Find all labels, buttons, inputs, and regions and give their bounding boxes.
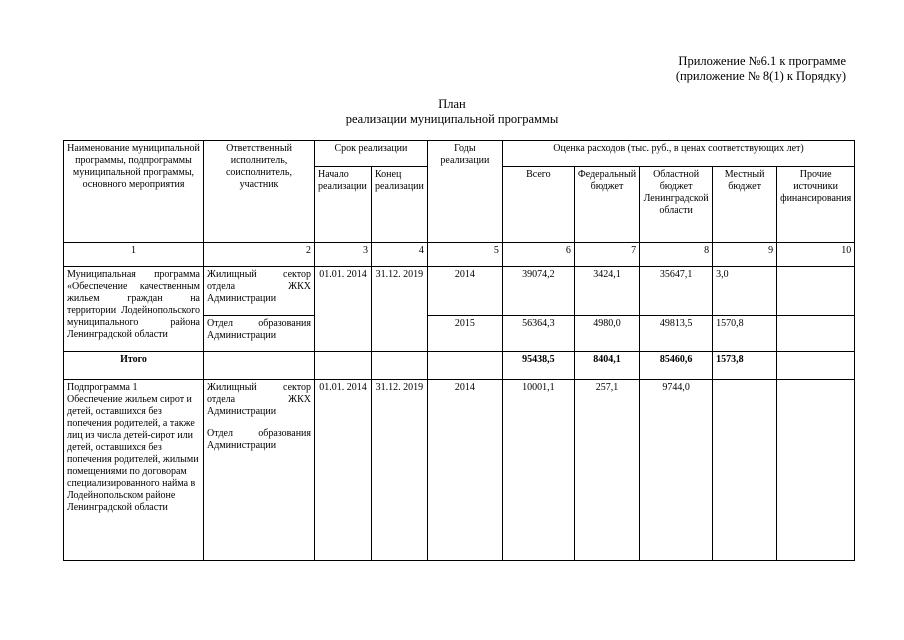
subprogram-start: 01.01. 2014 [315,380,372,561]
header-start: Начало реализации [315,167,372,243]
column-number: 3 [315,243,372,267]
subprogram-responsible [204,380,315,561]
total-label: Итого [64,352,204,380]
program-total: 56364,3 [502,316,574,352]
total-regional: 85460,6 [640,352,713,380]
header-end: Конец реализации [372,167,428,243]
program-federal: 4980,0 [574,316,639,352]
subprogram-name [64,380,204,561]
program-year: 2014 [427,267,502,316]
title-line-1: План [438,97,466,111]
program-start: 01.01. 2014 [315,267,372,352]
header-costs: Оценка расходов (тыс. руб., в ценах соответствующих лет) [502,141,854,167]
subprogram-regional: 9744,0 [640,380,713,561]
header-responsible: Ответственный исполнитель, соисполнитель, участник [204,141,315,243]
column-number: 8 [640,243,713,267]
program-responsible-2: Отдел образования Администрации [204,316,315,352]
program-regional: 35647,1 [640,267,713,316]
subprogram-responsible-2: Отдел образования Администрации [207,428,311,451]
table-row-total [64,352,855,380]
column-number: 6 [502,243,574,267]
header-period: Срок реализации [315,141,428,167]
title-line-2: реализации муниципальной программы [345,112,559,126]
total-local: 1573,8 [713,352,777,380]
subprogram-local [713,380,777,561]
program-federal: 3424,1 [574,267,639,316]
total-federal: 8404,1 [574,352,639,380]
total-sum: 95438,5 [502,352,574,380]
program-responsible-1: Жилищный сектор отдела ЖКХ Администрации [204,267,315,316]
program-local: 3,0 [713,267,777,316]
column-number: 1 [64,243,204,267]
appendix-line-2: (приложение № 8(1) к Порядку) [675,69,846,83]
program-other [777,316,855,352]
program-name: Муниципальная программа «Обеспечение качественным жильем граждан на территории Лодейнопольского муниципального района Ленинградской области [64,267,204,352]
subprogram-title: Подпрограмма 1 [67,382,138,393]
table-row [64,267,855,316]
program-local: 1570,8 [713,316,777,352]
subprogram-year: 2014 [427,380,502,561]
header-federal: Федеральный бюджет [574,167,639,243]
subprogram-total: 10001,1 [502,380,574,561]
header-other: Прочие источники финансирования [777,167,855,243]
program-total: 39074,2 [502,267,574,316]
column-number: 4 [372,243,428,267]
appendix-line-1: Приложение №6.1 к программе [678,54,846,68]
column-number: 10 [777,243,855,267]
column-number: 5 [427,243,502,267]
header-local: Местный бюджет [713,167,777,243]
subprogram-responsible-1: Жилищный сектор отдела ЖКХ Администрации [207,382,311,417]
subprogram-end: 31.12. 2019 [372,380,428,561]
table-row [64,380,855,561]
header-total: Всего [502,167,574,243]
page-title [0,97,904,127]
column-number: 2 [204,243,315,267]
subprogram-federal: 257,1 [574,380,639,561]
header-regional: Областной бюджет Ленинградской области [640,167,713,243]
program-year: 2015 [427,316,502,352]
subprogram-other [777,380,855,561]
program-regional: 49813,5 [640,316,713,352]
plan-table [63,140,855,561]
header-years: Годы реализации [427,141,502,243]
header-name: Наименование муниципальной программы, подпрограммы муниципальной программы, основного мероприятия [64,141,204,243]
column-number: 9 [713,243,777,267]
appendix-label [676,54,846,84]
program-other [777,267,855,316]
subprogram-description: Обеспечение жильем сирот и детей, оставшихся без попечения родителей, а также лиц из числа детей-сирот или детей, оставшихся без попечения родителей, жилыми помещениями по договорам специализированного найма в Лодейнопольском районе Ленинградской области [67,394,199,513]
column-number: 7 [574,243,639,267]
program-end: 31.12. 2019 [372,267,428,352]
